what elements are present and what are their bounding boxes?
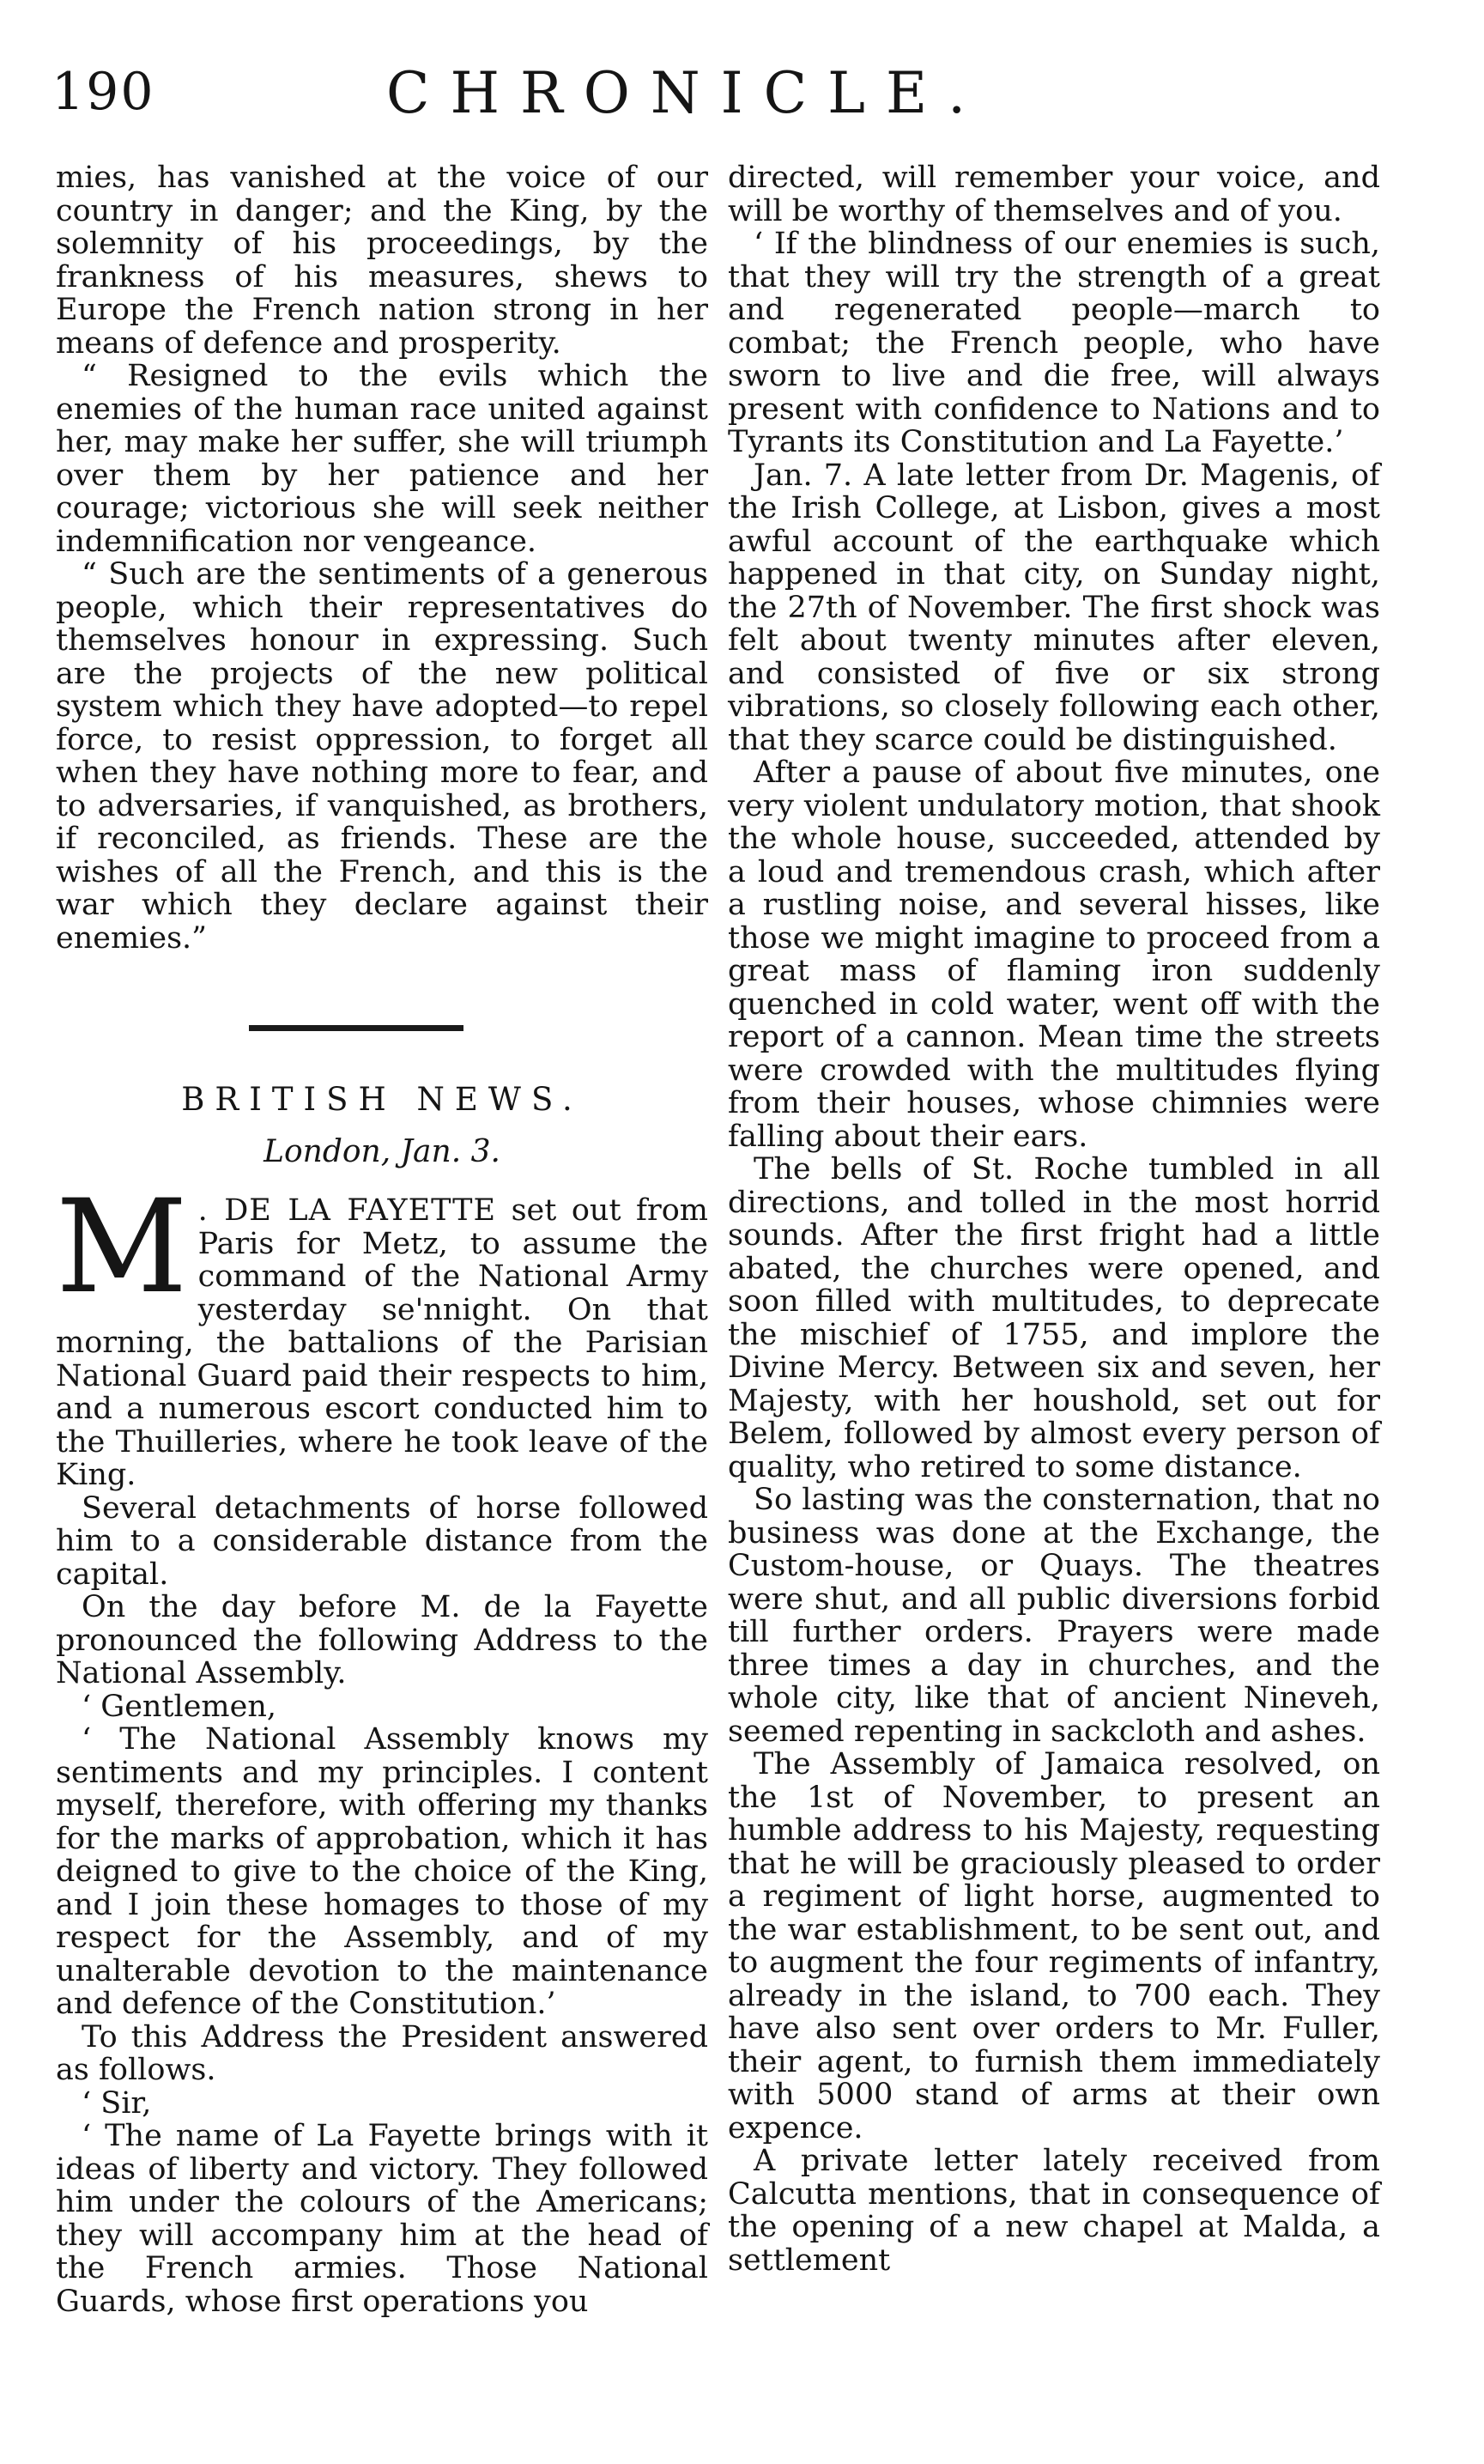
lead-paragraph (56, 1173, 708, 1492)
paragraph: ‘ Gentlemen, (82, 1689, 277, 1724)
paragraph: Several detachments of horse followed him to a considerable distance from the capital. (56, 1490, 708, 1592)
lead-text: set out from Paris for Metz, to assume the command of the National Army yesterday se'nnight. On that morning, the battalions of the Parisian National Guard paid their respects to him, and a numerous escort conducted him to the Thuilleries, where he took leave of the King. (56, 1193, 708, 1492)
section-divider (56, 955, 708, 1083)
paragraph: mies, has vanished at the voice of our country in danger; and the King, by the solemnity of his proceedings, by the frankness of his measures, shews to Europe the French nation strong in her means of defence and prosperity. (56, 161, 708, 361)
running-title: CHRONICLE. (386, 60, 987, 126)
paragraph: On the day before M. de la Fayette pronounced the following Address to the National Assembly. (56, 1590, 708, 1690)
paragraph: directed, will remember your voice, and will be worthy of themselves and of you. (728, 161, 1380, 228)
section-heading: BRITISH NEWS. (181, 1081, 583, 1118)
paragraph: ‘ Sir, (82, 2085, 152, 2121)
paragraph: ‘ The name of La Fayette brings with it ideas of liberty and victory. They followed him under the colours of the Americans; they will accompany him at the head of the French armies. Those National Guards, whose first operations you (56, 2119, 708, 2319)
paragraph: “ Such are the sentiments of a generous people, which their representatives do themselves honour in expressing. Such are the projects of the new political system which they have adopted—to repel force, to resist oppression, to forget all when they have nothing more to fear, and to adversaries, if vanquished, as brothers, if reconciled, as friends. These are the wishes of all the French, and this is the war which they declare against their enemies.” (56, 557, 708, 956)
paragraph: Jan. 7. A late letter from Dr. Magenis, of the Irish College, at Lisbon, gives a most awful account of the earthquake which happened in that city, on Sunday night, the 27th of November. The first shock was felt about twenty minutes after eleven, and consisted of five or six strong vibrations, so closely following each other, that they scarce could be distinguished. (728, 458, 1380, 757)
paragraph: ‘ If the blindness of our enemies is such, that they will try the strength of a great and regenerated people—march to combat; the French people, who have sworn to live and die free, will always present with confidence to Nations and to Tyrants its Constitution and La Fayette.’ (728, 227, 1380, 459)
paragraph: So lasting was the consternation, that no business was done at the Exchange, the Custom-house, or Quays. The theatres were shut, and all public diversions forbid till further orders. Prayers were made three times a day in churches, and the whole city, like that of ancient Nineveh, seemed repenting in sackcloth and ashes. (728, 1483, 1380, 1749)
paragraph: “ Resigned to the evils which the enemies of the human race united against her, may make her suffer, she will triumph over them by her patience and her courage; victorious she will seek neither indemnification nor vengeance. (56, 359, 708, 559)
paragraph: The bells of St. Roche tumbled in all directions, and tolled in the most horrid sounds. After the first fright had a little abated, the churches were opened, and soon filled with multitudes, to deprecate the mischief of 1755, and implore the Divine Mercy. Between six and seven, her Majesty, with her houshold, set out for Belem, followed by almost every person of quality, who retired to some distance. (728, 1152, 1380, 1484)
dateline: London, Jan. 3. (263, 1133, 500, 1169)
paragraph: A private letter lately received from Calcutta mentions, that in consequence of the opening of a new chapel at Malda, a settlement (728, 2144, 1380, 2278)
paragraph: ‘ The National Assembly knows my sentiments and my principles. I content myself, therefore, with offering my thanks for the marks of approbation, which it has deigned to give to the choice of the King, and I join these homages to those of my respect for the Assembly, and of my unalterable devotion to the maintenance and defence of the Constitution.’ (56, 1722, 708, 2021)
lead-caps: . DE LA FAYETTE (197, 1193, 497, 1228)
page-number: 190 (51, 62, 155, 122)
right-column (728, 161, 1380, 2277)
drop-cap: M (56, 1173, 188, 1322)
paragraph: The Assembly of Jamaica resolved, on the 1st of November, to present an humble address to his Majesty, requesting that he will be graciously pleased to order a regiment of light horse, augmented to the war establishment, to be sent out, and to augment the four regiments of infantry, already in the island, to 700 each. They have also sent over orders to Mr. Fuller, their agent, to furnish them immediately with 5000 stand of arms at their own expence. (728, 1747, 1380, 2145)
paragraph: After a pause of about five minutes, one very violent undulatory motion, that shook the whole house, succeeded, attended by a loud and tremendous crash, which after a rustling noise, and several hisses, like those we might imagine to proceed from a great mass of flaming iron suddenly quenched in cold water, went off with the report of a cannon. Mean time the streets were crowded with the multitudes flying from their houses, whose chimnies were falling about their ears. (728, 756, 1380, 1154)
divider-rule (249, 1025, 463, 1031)
left-column (56, 161, 708, 2318)
paragraph: To this Address the President answered as follows. (56, 2019, 708, 2087)
page-header (51, 53, 1399, 148)
